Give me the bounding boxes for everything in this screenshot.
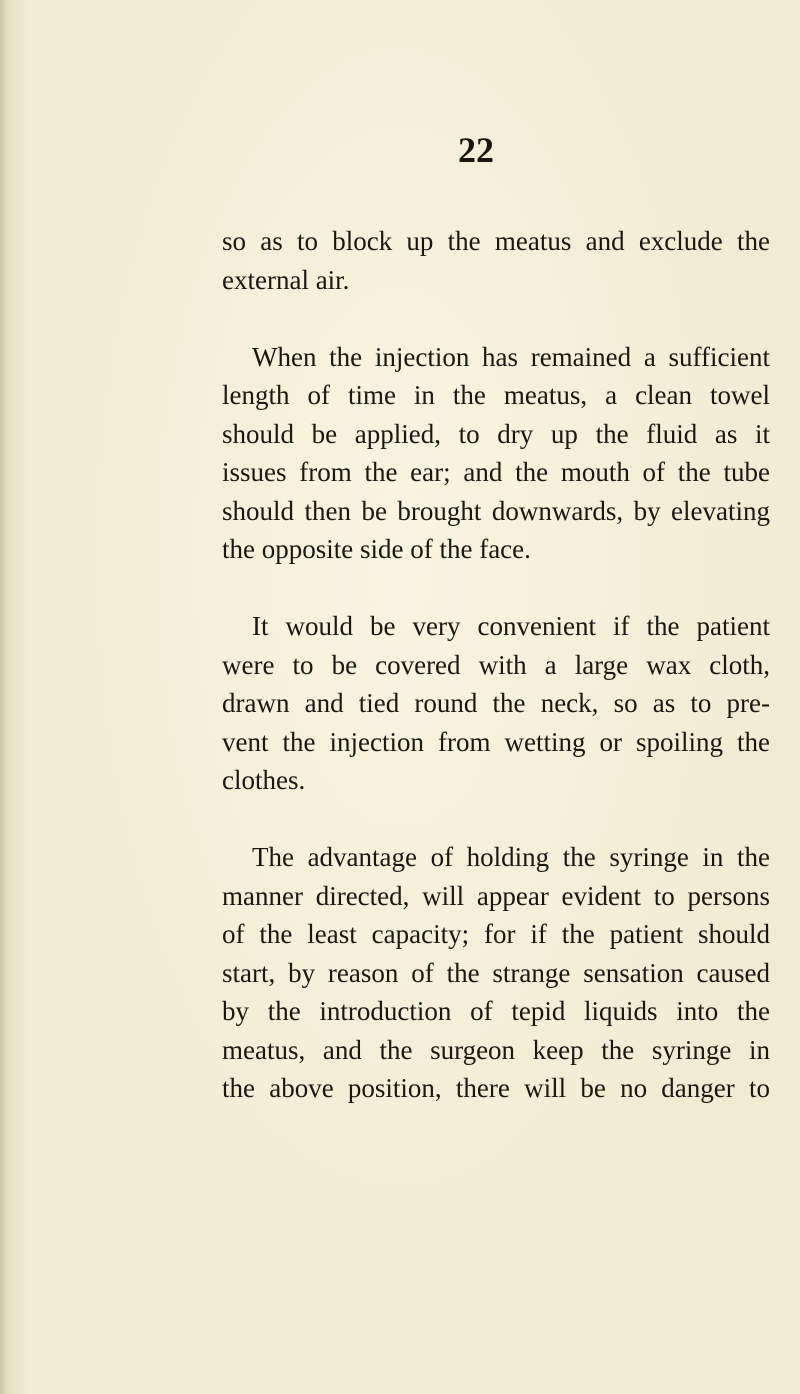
- paragraph-4: [222, 838, 770, 1108]
- text-line: length of time in the meatus, a clean towel: [222, 380, 770, 410]
- page-number: 22: [458, 130, 494, 170]
- body-text: [222, 222, 770, 1108]
- text-line: vent the injection from wetting or spoiling the: [222, 726, 770, 757]
- text-line: by the introduction of tepid liquids into the: [222, 996, 770, 1026]
- text-line: manner directed, will appear evident to persons: [222, 880, 770, 911]
- text-line: issues from the ear; and the mouth of the tube: [222, 457, 770, 487]
- text-line: should then be brought downwards, by elevating: [222, 495, 770, 526]
- text-line: the opposite side of the face.: [222, 534, 531, 564]
- text-line: meatus, and the surgeon keep the syringe in: [222, 1034, 770, 1065]
- text-line: clothes.: [222, 765, 306, 795]
- paragraph-2: [222, 338, 770, 569]
- paragraph-1: [222, 222, 770, 299]
- text-line: drawn and tied round the neck, so as to pre-: [222, 688, 770, 718]
- text-line: the above position, there will be no danger to: [222, 1073, 770, 1103]
- text-line: It would be very convenient if the patient: [252, 611, 770, 641]
- text-line: were to be covered with a large wax cloth,: [222, 649, 770, 680]
- text-line: When the injection has remained a sufficient: [252, 341, 770, 372]
- text-line: The advantage of holding the syringe in the: [252, 842, 770, 872]
- text-line: start, by reason of the strange sensation caused: [222, 957, 770, 988]
- text-line: should be applied, to dry up the fluid as it: [222, 418, 770, 449]
- text-line: of the least capacity; for if the patient should: [222, 919, 770, 949]
- page-gutter: [0, 0, 14, 1394]
- text-line: external air.: [222, 264, 350, 295]
- paragraph-3: [222, 607, 770, 800]
- text-line: so as to block up the meatus and exclude the: [222, 226, 770, 256]
